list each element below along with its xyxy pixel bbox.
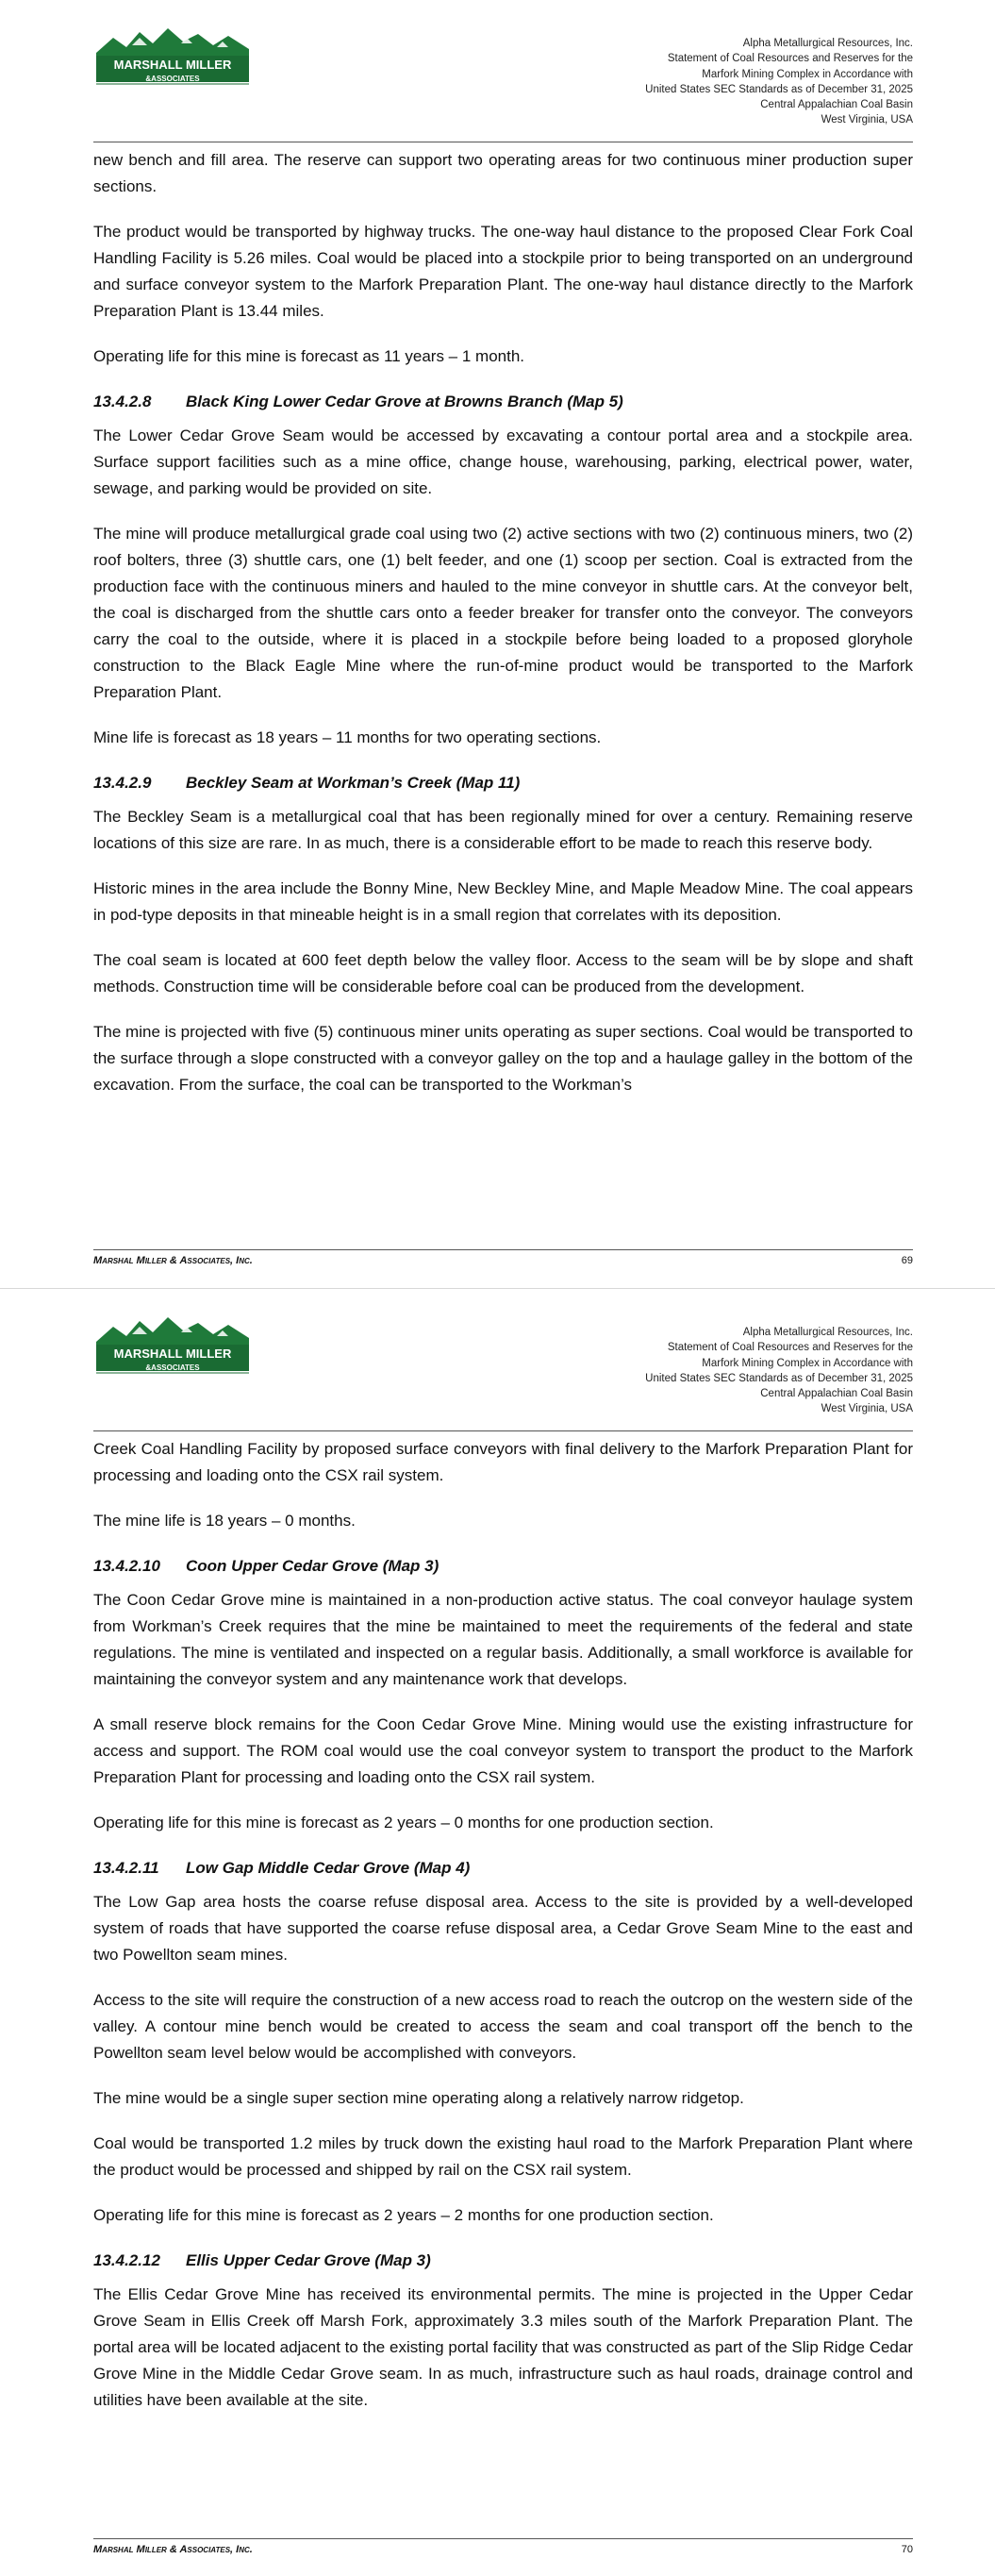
body-paragraph: The mine life is 18 years – 0 months. <box>93 1512 356 1530</box>
section-title: Ellis Upper Cedar Grove (Map 3) <box>186 2251 431 2269</box>
body-paragraph: Mine life is forecast as 18 years – 11 months for two operating sections. <box>93 728 602 746</box>
logo-text-sub: &ASSOCIATES <box>145 75 200 83</box>
body-paragraph: The coal seam is located at 600 feet depth below the valley floor. Access to the seam will be by slope and shaft methods. Construction time will be considerable before coal can be produced from the development. <box>93 951 913 995</box>
section-number: 13.4.2.11 <box>93 1859 159 1877</box>
company-logo <box>94 25 251 102</box>
header-line: Central Appalachian Coal Basin <box>760 1388 913 1400</box>
body-paragraph: The mine would be a single super section mine operating along a relatively narrow ridgetop. <box>93 2089 744 2107</box>
section-heading <box>93 1553 913 1580</box>
section-title: Low Gap Middle Cedar Grove (Map 4) <box>186 1859 471 1877</box>
body-paragraph: Historic mines in the area include the Bonny Mine, New Beckley Mine, and Maple Meadow Mine. The coal appears in pod-type deposits in that mineable height is in a small region that correlates with its deposition. <box>93 879 913 924</box>
body-paragraph: The Beckley Seam is a metallurgical coal that has been regionally mined for over a century. Remaining reserve locations of this size are rare. In as much, there is a considerable effort to be made to reach this reserve body. <box>93 808 913 852</box>
footer-company: Marshal Miller & Associates, Inc. <box>93 1255 253 1266</box>
footer-company: Marshal Miller & Associates, Inc. <box>93 2544 253 2555</box>
body-paragraph: A small reserve block remains for the Coon Cedar Grove Mine. Mining would use the existing infrastructure for access and support. The ROM coal would use the coal conveyor system to transport the product to the Marfork Preparation Plant for processing and loading onto the CSX rail system. <box>93 1715 913 1786</box>
body-paragraph: Operating life for this mine is forecast as 2 years – 0 months for one production section. <box>93 1814 714 1832</box>
header-line: Marfork Mining Complex in Accordance with <box>702 1357 913 1369</box>
body-paragraph: The product would be transported by highway trucks. The one-way haul distance to the proposed Clear Fork Coal Handling Facility is 5.26 miles. Coal would be placed into a stockpile prior to being transported on an underground and surface conveyor system to the Marfork Preparation Plant. The one-way haul distance directly to the Marfork Preparation Plant is 13.44 miles. <box>93 223 913 320</box>
header-line: United States SEC Standards as of December 31, 2025 <box>645 83 913 95</box>
header-line: West Virginia, USA <box>821 1403 913 1415</box>
document-header <box>517 1325 913 1417</box>
company-logo <box>94 1313 251 1391</box>
header-line: Marfork Mining Complex in Accordance with <box>702 68 913 80</box>
body-paragraph: Operating life for this mine is forecast as 11 years – 1 month. <box>93 347 525 365</box>
logo-text-main: MARSHALL MILLER <box>113 58 232 72</box>
document-page <box>0 1288 995 2576</box>
header-rule <box>93 1430 913 1431</box>
header-line: United States SEC Standards as of December 31, 2025 <box>645 1372 913 1384</box>
body-paragraph: The mine is projected with five (5) continuous miner units operating as super sections. Coal would be transported to the surface through a slope constructed with a conveyor galley on the top and a haulage galley in the bottom of the excavation. From the surface, the coal can be transported to the Workman’s <box>93 1023 913 1094</box>
footer-rule <box>93 1249 913 1250</box>
section-title: Black King Lower Cedar Grove at Browns Branch (Map 5) <box>186 393 623 410</box>
header-line: Alpha Metallurgical Resources, Inc. <box>742 1327 913 1338</box>
page-body <box>93 147 913 1117</box>
header-line: Statement of Coal Resources and Reserves for the <box>667 1342 913 1354</box>
header-line: Statement of Coal Resources and Reserves for the <box>667 53 913 65</box>
section-heading <box>93 389 913 415</box>
header-line: West Virginia, USA <box>821 114 913 126</box>
body-paragraph: The Ellis Cedar Grove Mine has received its environmental permits. The mine is projected in the Upper Cedar Grove Seam in Ellis Creek off Marsh Fork, approximately 3.3 miles south of the Marfork Preparation Plant. The portal area will be located adjacent to the existing portal facility that was constructed as part of the Slip Ridge Cedar Grove Mine in the Middle Cedar Grove seam. In as much, infrastructure such as haul roads, drainage control and utilities have been available at the site. <box>93 2285 913 2409</box>
section-heading <box>93 2248 913 2274</box>
body-paragraph: The Lower Cedar Grove Seam would be accessed by excavating a contour portal area and a stockpile area. Surface support facilities such as a mine office, change house, warehousing, parking, electrical power, water, sewage, and parking would be provided on site. <box>93 427 913 497</box>
body-paragraph: Coal would be transported 1.2 miles by truck down the existing haul road to the Marfork Preparation Plant where the product would be processed and shipped by rail on the CSX rail system. <box>93 2134 913 2179</box>
body-paragraph: new bench and fill area. The reserve can support two operating areas for two continuous miner production super sections. <box>93 151 913 195</box>
body-paragraph: Access to the site will require the construction of a new access road to reach the outcrop on the western side of the valley. A contour mine bench would be created to access the seam and coal transport off the bench to the Powellton seam level below would be accomplished with conveyors. <box>93 1991 913 2062</box>
page-number: 69 <box>901 1255 913 1266</box>
page-body <box>93 1436 913 2433</box>
section-heading <box>93 770 913 796</box>
header-line: Central Appalachian Coal Basin <box>760 99 913 111</box>
body-paragraph: Creek Coal Handling Facility by proposed surface conveyors with final delivery to the Marfork Preparation Plant for processing and loading onto the CSX rail system. <box>93 1440 913 1484</box>
section-number: 13.4.2.12 <box>93 2251 160 2269</box>
section-number: 13.4.2.8 <box>93 393 152 410</box>
section-number: 13.4.2.10 <box>93 1557 160 1575</box>
body-paragraph: The Coon Cedar Grove mine is maintained in a non-production active status. The coal conveyor haulage system from Workman’s Creek requires that the mine be maintained to meet the requirements of the federal and state regulations. The mine is ventilated and inspected on a regular basis. Additionally, a small workforce is available for maintaining the conveyor system and any maintenance work that develops. <box>93 1591 913 1688</box>
logo-text-main: MARSHALL MILLER <box>113 1347 232 1361</box>
body-paragraph: The mine will produce metallurgical grade coal using two (2) active sections with two (2) continuous miners, two (2) roof bolters, three (3) shuttle cars, one (1) belt feeder, and one (1) scoop per section. Coal is extracted from the production face with the continuous miners and hauled to the mine conveyor in shuttle cars. At the conveyor belt, the coal is discharged from the shuttle cars onto a feeder breaker for transfer onto the conveyor. The conveyors carry the coal to the outside, where it is placed in a stockpile before being loaded to a proposed gloryhole construction to the Black Eagle Mine where the run-of-mine product would be transported to the Marfork Preparation Plant. <box>93 525 913 701</box>
document-header <box>517 36 913 128</box>
footer-rule <box>93 2538 913 2539</box>
logo-text-sub: &ASSOCIATES <box>145 1363 200 1372</box>
page-number: 70 <box>901 2544 913 2555</box>
section-title: Coon Upper Cedar Grove (Map 3) <box>186 1557 439 1575</box>
header-line: Alpha Metallurgical Resources, Inc. <box>742 38 913 49</box>
section-heading <box>93 1855 913 1882</box>
section-number: 13.4.2.9 <box>93 774 152 792</box>
body-paragraph: Operating life for this mine is forecast as 2 years – 2 months for one production section. <box>93 2206 714 2224</box>
body-paragraph: The Low Gap area hosts the coarse refuse disposal area. Access to the site is provided by a well-developed system of roads that have supported the coarse refuse disposal area, a Cedar Grove Seam Mine to the east and two Powellton seam mines. <box>93 1893 913 1964</box>
section-title: Beckley Seam at Workman’s Creek (Map 11) <box>186 774 521 792</box>
